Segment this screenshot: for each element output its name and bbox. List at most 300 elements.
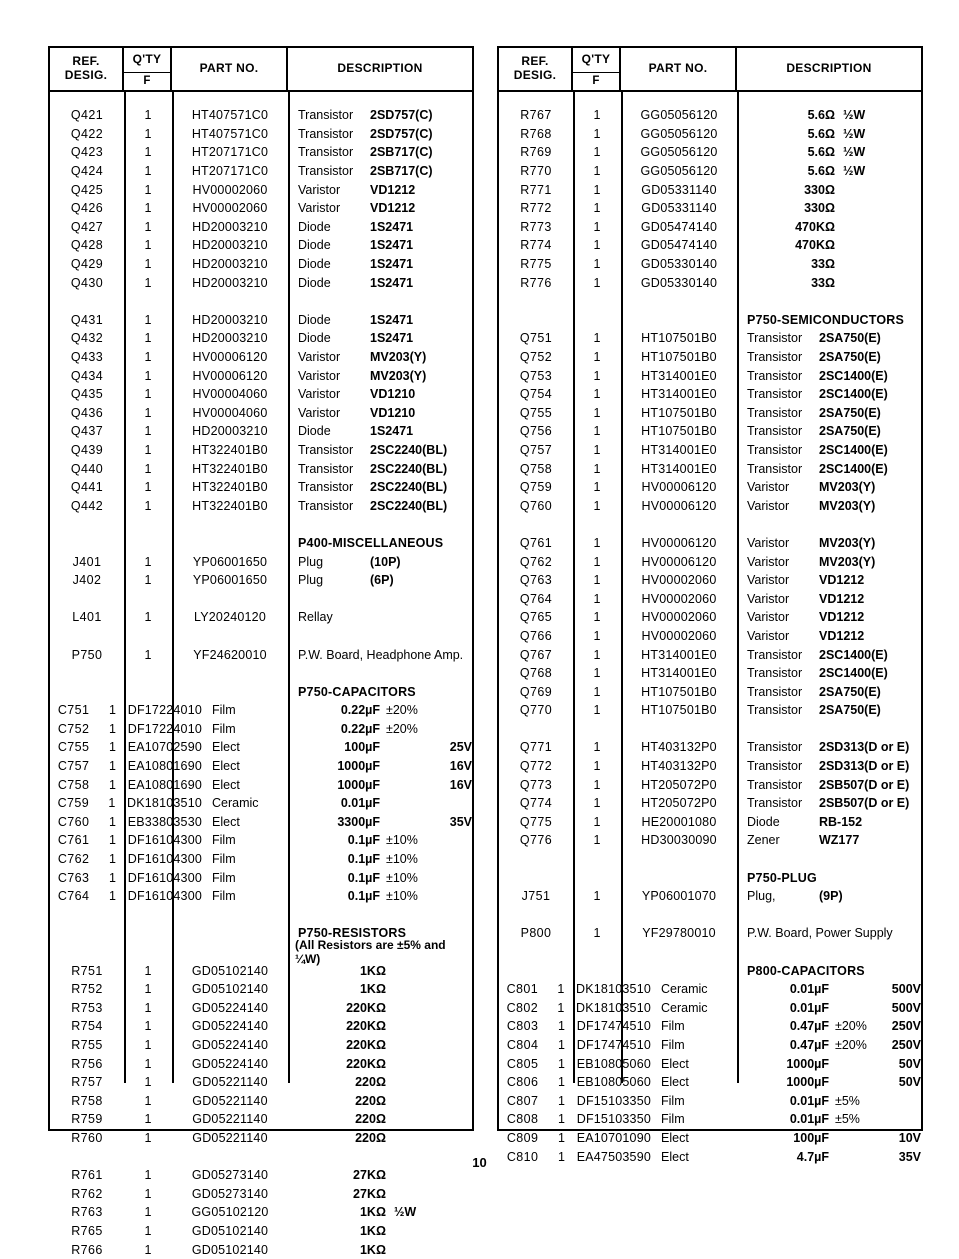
- component-value: 1S2471: [370, 312, 414, 327]
- component-voltage: 500V: [891, 982, 921, 997]
- cell-part-no: GD05224140: [191, 1000, 269, 1015]
- cell-part-no: GD05330140: [640, 257, 718, 272]
- cell-description: [737, 552, 921, 571]
- cell-part-no: GD05221140: [192, 1112, 268, 1127]
- cell-part-no: HD20003210: [192, 275, 268, 290]
- cell-ref-desig: Q756: [519, 424, 553, 439]
- component-type: Transistor: [747, 405, 803, 420]
- component-value: 1KΩ: [359, 1205, 386, 1220]
- cell-ref-desig: R766: [71, 1242, 103, 1257]
- cell-qty: 1: [557, 1075, 565, 1090]
- table-row: [50, 218, 472, 237]
- cell-ref-desig: C761: [57, 833, 90, 848]
- cell-qty: 1: [593, 331, 601, 346]
- cell-part-no: GD05224140: [191, 1056, 269, 1071]
- cell-ref-desig: Q751: [519, 331, 553, 346]
- cell-part-no: GG05102120: [191, 1205, 269, 1220]
- component-voltage: 35V: [449, 814, 472, 829]
- table-row: [50, 162, 472, 181]
- table-row: [50, 180, 472, 199]
- component-type: Film: [212, 889, 236, 904]
- component-value: 1000µF: [786, 1056, 829, 1071]
- component-value: 0.01µF: [789, 982, 829, 997]
- cell-qty: 1: [593, 796, 601, 811]
- cell-qty: 1: [144, 480, 152, 495]
- component-value: WZ177: [819, 833, 860, 848]
- component-type: Transistor: [298, 108, 354, 123]
- cell-description: [737, 701, 921, 720]
- cell-description: [288, 1222, 472, 1241]
- cell-qty: 1: [144, 1093, 152, 1108]
- component-value: 220KΩ: [346, 1000, 386, 1015]
- cell-part-no: GD05224140: [191, 1037, 269, 1052]
- component-value: 1S2471: [370, 238, 414, 253]
- table-row: [499, 757, 921, 776]
- cell-qty: 1: [593, 833, 601, 848]
- cell-part-no: HV00006120: [192, 350, 268, 365]
- table-row: [499, 1091, 921, 1110]
- component-value: 220Ω: [355, 1075, 386, 1090]
- component-type: Varistor: [747, 628, 790, 643]
- table-row: [50, 1240, 472, 1259]
- component-value: 0.01µF: [789, 1000, 829, 1015]
- cell-ref-desig: R773: [520, 219, 552, 234]
- component-value: 2SC2240(BL): [370, 498, 448, 513]
- component-voltage: 16V: [449, 777, 472, 792]
- header-ref-line1: REF.: [72, 54, 100, 69]
- cell-part-no: HV00004060: [192, 405, 268, 420]
- table-row: [50, 236, 472, 255]
- cell-description: [288, 162, 472, 181]
- cell-ref-desig: Q425: [70, 182, 104, 197]
- cell-ref-desig: C762: [57, 852, 90, 867]
- cell-qty: 1: [593, 926, 601, 941]
- table-row: [50, 1036, 472, 1055]
- cell-part-no: HV00002060: [641, 628, 717, 643]
- component-value: 1KΩ: [359, 963, 386, 978]
- component-value: 220KΩ: [346, 1037, 386, 1052]
- cell-description: [288, 1091, 472, 1110]
- cell-qty: 1: [593, 814, 601, 829]
- cell-description: [288, 1129, 472, 1148]
- cell-qty: 1: [593, 201, 601, 216]
- table-row: [50, 1091, 472, 1110]
- cell-description: [737, 534, 921, 553]
- cell-ref-desig: C810: [506, 1149, 539, 1164]
- component-value: 27KΩ: [353, 1168, 386, 1183]
- cell-part-no: EB10805060: [576, 1056, 651, 1071]
- component-type: Transistor: [747, 796, 803, 811]
- cell-qty: 1: [593, 275, 601, 290]
- component-value: MV203(Y): [819, 498, 876, 513]
- cell-part-no: HT107501B0: [641, 331, 717, 346]
- cell-part-no: HE20001080: [641, 814, 717, 829]
- cell-ref-desig: R774: [520, 238, 552, 253]
- section-heading-row: [50, 534, 472, 553]
- component-value: VD1210: [370, 405, 416, 420]
- cell-qty: 1: [144, 424, 152, 439]
- cell-ref-desig: R759: [71, 1112, 103, 1127]
- row-spacer: [50, 664, 472, 683]
- component-value: 2SB717(C): [370, 164, 433, 179]
- cell-part-no: DF17474510: [576, 1019, 651, 1034]
- cell-description: [288, 106, 472, 125]
- component-value: 2SD313(D or E): [819, 759, 910, 774]
- cell-ref-desig: R751: [71, 963, 103, 978]
- component-value: 4.7µF: [796, 1149, 829, 1164]
- cell-ref-desig: Q436: [70, 405, 104, 420]
- cell-part-no: HT314001E0: [641, 387, 717, 402]
- row-spacer: [499, 515, 921, 534]
- table-row: [50, 273, 472, 292]
- cell-ref-desig: Q422: [70, 126, 104, 141]
- cell-ref-desig: Q755: [519, 405, 553, 420]
- cell-description: [737, 143, 921, 162]
- cell-ref-desig: R769: [520, 145, 552, 160]
- cell-qty: 1: [593, 759, 601, 774]
- component-value: 100µF: [344, 740, 380, 755]
- component-tolerance: ±10%: [386, 889, 418, 904]
- cell-ref-desig: Q430: [70, 275, 104, 290]
- component-type: Varistor: [747, 480, 790, 495]
- cell-description: [288, 961, 472, 980]
- component-value: MV203(Y): [819, 480, 876, 495]
- cell-part-no: DK18103510: [127, 796, 202, 811]
- component-type: Transistor: [747, 424, 803, 439]
- cell-ref-desig: P800: [520, 926, 552, 941]
- component-value: MV203(Y): [819, 554, 876, 569]
- table-row: [499, 1110, 921, 1129]
- table-row: [50, 980, 472, 999]
- component-type: Transistor: [747, 684, 803, 699]
- table-row: [50, 348, 472, 367]
- cell-description: [737, 813, 921, 832]
- component-type: Transistor: [747, 350, 803, 365]
- component-type: Varistor: [298, 405, 341, 420]
- cell-qty: 1: [593, 442, 601, 457]
- table-row: [50, 422, 472, 441]
- cell-qty: 1: [557, 1000, 565, 1015]
- cell-ref-desig: J751: [521, 889, 551, 904]
- cell-qty: 1: [557, 1037, 565, 1052]
- table-row: [499, 496, 921, 515]
- cell-description: [288, 608, 472, 627]
- cell-qty: 1: [144, 498, 152, 513]
- component-voltage: 25V: [449, 740, 472, 755]
- cell-ref-desig: R767: [520, 108, 552, 123]
- section-heading-row: [50, 938, 472, 967]
- table-row: [50, 831, 472, 850]
- cell-part-no: GD05102140: [191, 1223, 269, 1238]
- cell-qty: 1: [144, 1019, 152, 1034]
- table-row: [50, 1054, 472, 1073]
- cell-part-no: DF17224010: [127, 721, 202, 736]
- cell-ref-desig: C807: [506, 1093, 539, 1108]
- cell-part-no: HT403132P0: [641, 759, 717, 774]
- component-type: Transistor: [298, 126, 354, 141]
- component-value: 2SD757(C): [370, 108, 433, 123]
- section-title: P750-CAPACITORS: [298, 684, 416, 699]
- row-spacer: [50, 292, 472, 311]
- cell-ref-desig: R768: [520, 126, 552, 141]
- parts-tables-container: [48, 46, 921, 1257]
- cell-ref-desig: Q434: [70, 368, 104, 383]
- table-row: [50, 720, 472, 739]
- component-value: 0.22µF: [340, 721, 380, 736]
- cell-qty: 1: [557, 1149, 565, 1164]
- table-row: [499, 534, 921, 553]
- component-voltage: 500V: [891, 1000, 921, 1015]
- table-row: [50, 961, 472, 980]
- component-type: Elect: [212, 777, 240, 792]
- cell-ref-desig: C755: [57, 740, 90, 755]
- table-row: [50, 552, 472, 571]
- component-type: Film: [661, 1093, 685, 1108]
- cell-part-no: HT314001E0: [641, 647, 717, 662]
- cell-ref-desig: Q769: [519, 684, 553, 699]
- component-type: Varistor: [747, 535, 790, 550]
- cell-ref-desig: Q431: [70, 312, 104, 327]
- component-wattage: ½W: [394, 1205, 417, 1220]
- cell-qty: 1: [144, 982, 152, 997]
- cell-qty: 1: [144, 442, 152, 457]
- component-type: Transistor: [298, 461, 354, 476]
- component-type: Transistor: [747, 331, 803, 346]
- cell-ref-desig: Q768: [519, 666, 553, 681]
- cell-ref-desig: Q427: [70, 219, 104, 234]
- cell-part-no: GD05224140: [191, 1019, 269, 1034]
- component-type: Varistor: [298, 350, 341, 365]
- table-row: [50, 459, 472, 478]
- cell-description: [737, 775, 921, 794]
- cell-qty: 1: [593, 164, 601, 179]
- component-value: 2SC1400(E): [819, 666, 888, 681]
- cell-ref-desig: Q775: [519, 814, 553, 829]
- component-value: 1KΩ: [359, 1242, 386, 1257]
- component-value: 470KΩ: [795, 219, 835, 234]
- component-value: 1000µF: [786, 1075, 829, 1090]
- component-type: Transistor: [298, 498, 354, 513]
- component-type: Film: [212, 833, 236, 848]
- table-row: [499, 348, 921, 367]
- cell-qty: 1: [593, 777, 601, 792]
- component-value: 1S2471: [370, 275, 414, 290]
- cell-description: [288, 552, 472, 571]
- cell-ref-desig: R762: [71, 1186, 103, 1201]
- table-row: [499, 441, 921, 460]
- cell-part-no: YF29780010: [642, 926, 716, 941]
- component-type: Film: [212, 721, 236, 736]
- table-header-row-left: [50, 48, 472, 92]
- cell-qty: 1: [557, 1019, 565, 1034]
- component-value: MV203(Y): [819, 535, 876, 550]
- cell-description: [651, 1054, 921, 1073]
- cell-part-no: HT314001E0: [641, 442, 717, 457]
- header-ref-line1: REF.: [521, 54, 549, 69]
- cell-qty: 1: [144, 257, 152, 272]
- cell-description: [737, 441, 921, 460]
- component-type: Plug: [298, 573, 324, 588]
- component-value: 0.47µF: [789, 1019, 829, 1034]
- table-row: [499, 218, 921, 237]
- cell-qty: 1: [108, 833, 116, 848]
- component-type: Ceramic: [661, 1000, 708, 1015]
- cell-part-no: HT322401B0: [192, 480, 268, 495]
- cell-part-no: EB33803530: [127, 814, 202, 829]
- cell-ref-desig: Q440: [70, 461, 104, 476]
- component-type: Ceramic: [212, 796, 259, 811]
- component-value: 33Ω: [811, 275, 835, 290]
- component-type: Diode: [298, 312, 331, 327]
- component-value: 2SB507(D or E): [819, 777, 910, 792]
- cell-ref-desig: R753: [71, 1000, 103, 1015]
- cell-ref-desig: J402: [72, 573, 102, 588]
- cell-description: [288, 404, 472, 423]
- component-tolerance: ±10%: [386, 870, 418, 885]
- cell-part-no: GD05102140: [191, 982, 269, 997]
- cell-ref-desig: Q752: [519, 350, 553, 365]
- cell-description: [737, 162, 921, 181]
- cell-description: [737, 924, 921, 943]
- cell-description: [651, 999, 921, 1018]
- cell-part-no: EA47503590: [576, 1149, 651, 1164]
- component-value: VD1212: [370, 182, 416, 197]
- cell-description: [651, 980, 921, 999]
- cell-ref-desig: C801: [506, 982, 539, 997]
- table-body-left: [50, 92, 472, 1257]
- cell-description: [651, 1017, 921, 1036]
- cell-qty: 1: [144, 1056, 152, 1071]
- cell-description: [737, 664, 921, 683]
- cell-ref-desig: C751: [57, 703, 90, 718]
- cell-part-no: DF16104300: [127, 833, 202, 848]
- component-value: 2SA750(E): [819, 331, 881, 346]
- header-ref-desig: [50, 48, 124, 90]
- cell-description: [288, 329, 472, 348]
- cell-part-no: EA10702590: [127, 740, 202, 755]
- header-part-no: PART NO.: [172, 48, 288, 90]
- cell-description: [737, 868, 921, 887]
- component-value: 2SC2240(BL): [370, 442, 448, 457]
- cell-part-no: HT107501B0: [641, 350, 717, 365]
- cell-ref-desig: C757: [57, 759, 90, 774]
- component-value: 1S2471: [370, 219, 414, 234]
- description-text: P.W. Board, Power Supply: [747, 926, 893, 941]
- component-voltage: 250V: [891, 1037, 921, 1052]
- cell-qty: 1: [144, 126, 152, 141]
- cell-qty: 1: [593, 238, 601, 253]
- cell-ref-desig: Q437: [70, 424, 104, 439]
- cell-qty: 1: [593, 535, 601, 550]
- cell-qty: 1: [108, 777, 116, 792]
- component-type: Diode: [298, 238, 331, 253]
- component-value: 2SC2240(BL): [370, 480, 448, 495]
- component-value: 0.47µF: [789, 1037, 829, 1052]
- table-row: [50, 125, 472, 144]
- cell-description: [202, 720, 472, 739]
- cell-ref-desig: Q770: [519, 703, 553, 718]
- cell-qty: 1: [593, 591, 601, 606]
- component-tolerance: ±20%: [386, 721, 418, 736]
- component-type: Transistor: [747, 666, 803, 681]
- table-row: [50, 385, 472, 404]
- component-voltage: 250V: [891, 1019, 921, 1034]
- component-type: Transistor: [747, 740, 803, 755]
- component-value: 1000µF: [337, 777, 380, 792]
- cell-qty: 1: [593, 684, 601, 699]
- cell-qty: 1: [108, 852, 116, 867]
- component-type: Varistor: [298, 182, 341, 197]
- cell-qty: 1: [593, 257, 601, 272]
- component-value: VD1212: [370, 201, 416, 216]
- cell-description: [737, 125, 921, 144]
- table-row: [499, 143, 921, 162]
- cell-part-no: GD05221140: [192, 1093, 268, 1108]
- component-type: Varistor: [747, 591, 790, 606]
- row-spacer: [499, 906, 921, 925]
- component-type: Transistor: [747, 703, 803, 718]
- table-row: [499, 589, 921, 608]
- table-row: [499, 738, 921, 757]
- header-description: DESCRIPTION: [337, 61, 423, 76]
- cell-description: [288, 1203, 472, 1222]
- cell-ref-desig: Q772: [519, 759, 553, 774]
- component-type: Transistor: [747, 759, 803, 774]
- cell-part-no: HD20003210: [192, 238, 268, 253]
- cell-part-no: GD05331140: [641, 201, 717, 216]
- cell-ref-desig: Q774: [519, 796, 553, 811]
- table-row: [50, 496, 472, 515]
- table-row: [499, 1054, 921, 1073]
- cell-description: [737, 199, 921, 218]
- cell-ref-desig: R756: [71, 1056, 103, 1071]
- cell-part-no: DF17224010: [127, 703, 202, 718]
- cell-description: [288, 1073, 472, 1092]
- cell-part-no: HV00002060: [641, 591, 717, 606]
- component-value: 2SA750(E): [819, 703, 881, 718]
- component-type: Transistor: [298, 145, 354, 160]
- table-row: [499, 1073, 921, 1092]
- cell-qty: 1: [144, 963, 152, 978]
- table-row: [499, 794, 921, 813]
- component-value: VD1212: [819, 628, 865, 643]
- row-spacer: [499, 943, 921, 962]
- cell-part-no: HV00006120: [192, 368, 268, 383]
- component-type: Varistor: [747, 610, 790, 625]
- component-type: Plug,: [747, 889, 776, 904]
- cell-part-no: HV00002060: [192, 182, 268, 197]
- table-row: [50, 106, 472, 125]
- cell-qty: 1: [144, 573, 152, 588]
- cell-ref-desig: Q433: [70, 350, 104, 365]
- cell-qty: 1: [593, 498, 601, 513]
- table-row: [50, 1017, 472, 1036]
- cell-qty: 1: [144, 238, 152, 253]
- cell-part-no: HT322401B0: [192, 461, 268, 476]
- cell-description: [288, 311, 472, 330]
- header-qty: [573, 48, 621, 90]
- cell-qty: 1: [144, 1000, 152, 1015]
- cell-qty: 1: [144, 368, 152, 383]
- component-tolerance: ±20%: [835, 1019, 867, 1034]
- cell-description: [288, 255, 472, 274]
- cell-description: [737, 348, 921, 367]
- component-value: 2SC1400(E): [819, 647, 888, 662]
- cell-description: [651, 1110, 921, 1129]
- cell-ref-desig: R757: [71, 1075, 103, 1090]
- cell-part-no: HV00002060: [641, 573, 717, 588]
- cell-description: [737, 366, 921, 385]
